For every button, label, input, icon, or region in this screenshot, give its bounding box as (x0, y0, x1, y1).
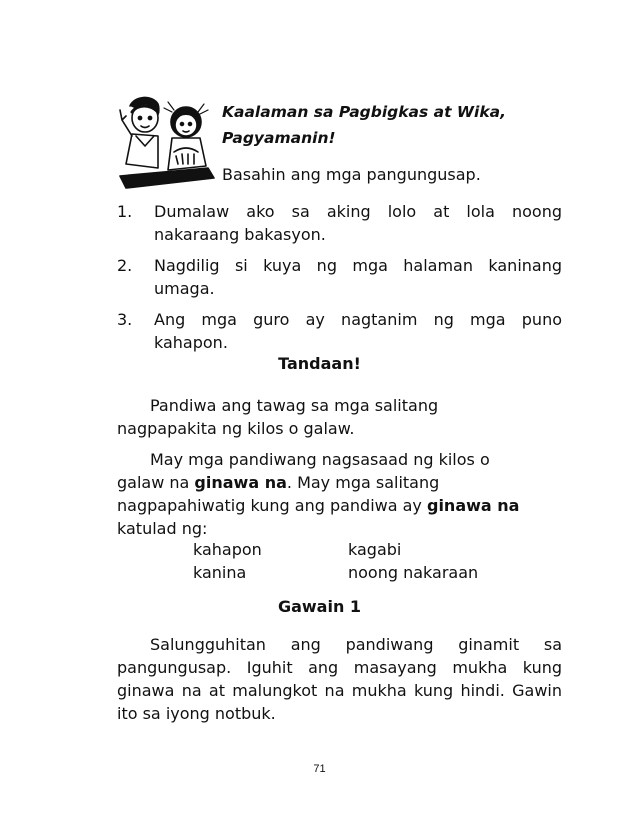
examples-table (193, 538, 478, 584)
definition-line1: Pandiwa ang tawag sa mga salitang (150, 396, 439, 415)
list-item-number: 3. (117, 310, 133, 329)
explanation-text: galaw na (117, 473, 195, 492)
activity-instructions: Salungguhitan ang pandiwang ginamit sa pangungusap. Iguhit ang masayang mukha kung ginawa na at malungkot na mukha kung hindi. Gawin ito sa iyong notbuk. (117, 635, 562, 723)
explanation-paragraph (117, 448, 562, 540)
list-item (117, 254, 562, 300)
page-number: 71 (313, 763, 326, 775)
instruction-text: Basahin ang mga pangungusap. (222, 165, 481, 184)
list-item-number: 2. (117, 256, 133, 275)
children-illustration (112, 92, 220, 190)
examples-row (193, 561, 478, 584)
list-item (117, 308, 562, 354)
lesson-title-line2: Pagyamanin! (222, 129, 336, 147)
explanation-line4: katulad ng: (117, 519, 208, 538)
explanation-text: nagpapahiwatig kung ang pandiwa ay (117, 496, 427, 515)
definition-line2: nagpapakita ng kilos o galaw. (117, 419, 355, 438)
example-word: kanina (193, 563, 247, 582)
definition-paragraph (117, 394, 562, 440)
lesson-title (222, 99, 552, 151)
sentence-list (117, 200, 562, 362)
example-word: kahapon (193, 540, 262, 559)
list-item-number: 1. (117, 202, 133, 221)
example-word: kagabi (348, 540, 402, 559)
examples-row (193, 538, 478, 561)
tandaan-heading: Tandaan! (278, 354, 361, 373)
list-item (117, 200, 562, 246)
explanation-text: . May mga salitang (286, 473, 440, 492)
lesson-title-line1: Kaalaman sa Pagbigkas at Wika, (222, 103, 506, 121)
emphasis-ginawa-na: ginawa na (426, 496, 520, 515)
gawain-heading: Gawain 1 (277, 597, 362, 616)
list-item-text: Dumalaw ako sa aking lolo at lola noong nakaraang bakasyon. (154, 202, 562, 244)
emphasis-ginawa-na: ginawa na (194, 473, 287, 492)
explanation-line1: May mga pandiwang nagsasaad ng kilos o (150, 450, 490, 469)
list-item-text: Nagdilig si kuya ng mga halaman kaninang umaga. (154, 256, 562, 298)
example-word: noong nakaraan (348, 563, 479, 582)
list-item-text: Ang mga guro ay nagtanim ng mga puno kahapon. (154, 310, 562, 352)
